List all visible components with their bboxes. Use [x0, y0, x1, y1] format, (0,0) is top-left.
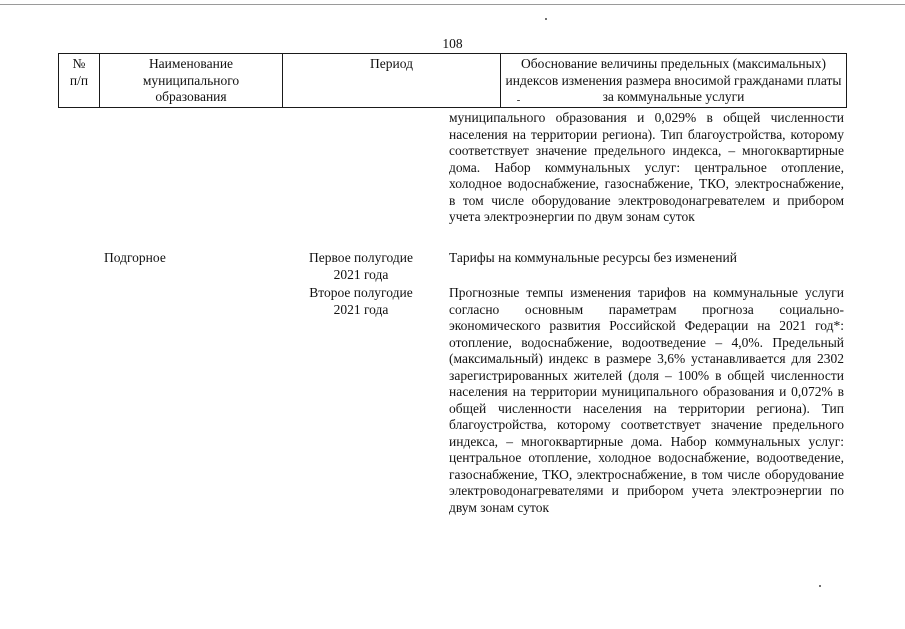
period-second-half: Второе полугодие 2021 года — [309, 285, 413, 317]
header-col-justification: Обоснование величины предельных (максимальных) индексов изменения размера вносимой гражданами платы за коммунальные услуги — [505, 56, 842, 104]
municipality-name: Подгорное — [104, 250, 166, 265]
header-col-period: Период — [283, 54, 501, 107]
scan-speck — [545, 18, 547, 20]
continued-justification-text: муниципального образования и 0,029% в общей численности населения на территории региона). Тип благоустройства, которому соответствует значение предельного индекса, – многоквартирные дома. Набор коммунальных услуг: центральное отопление, холодное водоснабжение, газоснабжение, ТКО, электроснабжение, в том числе оборудование электроводонагревателем и прибором учета электроэнергии по двум зонам суток — [449, 110, 844, 224]
table-header — [58, 53, 847, 108]
header-col-number: № п/п — [59, 54, 100, 107]
scan-edge — [0, 0, 905, 5]
scan-speck — [517, 100, 520, 101]
page-number: 108 — [442, 36, 463, 51]
justification-first-half: Тарифы на коммунальные ресурсы без изменений — [449, 250, 737, 265]
header-col-municipality: Наименование муниципального образования — [100, 54, 283, 107]
justification-second-half: Прогнозные темпы изменения тарифов на коммунальные услуги согласно основным параметрам прогноза социально-экономического развития Российской Федерации на 2021 год*: отопление, водоснабжение, водоотведение – 4,0%. Предельный (максимальный) индекс в размере 3,6% устанавливается для 2302 зарегистрированных жителей (доля – 100% в общей численности населения на территории муниципального образования и 0,072% в общей численности населения на территории региона). Тип благоустройства, которому соответствует значение предельного индекса, – многоквартирные дома. Набор коммунальных услуг: центральное отопление, холодное водоснабжение, водоотведение, газоснабжение, ТКО, электроснабжение, в том числе оборудование электроводонагревателями и прибором учета электроэнергии по двум зонам суток — [449, 285, 844, 515]
period-first-half: Первое полугодие 2021 года — [309, 250, 413, 282]
scan-speck — [819, 585, 821, 587]
